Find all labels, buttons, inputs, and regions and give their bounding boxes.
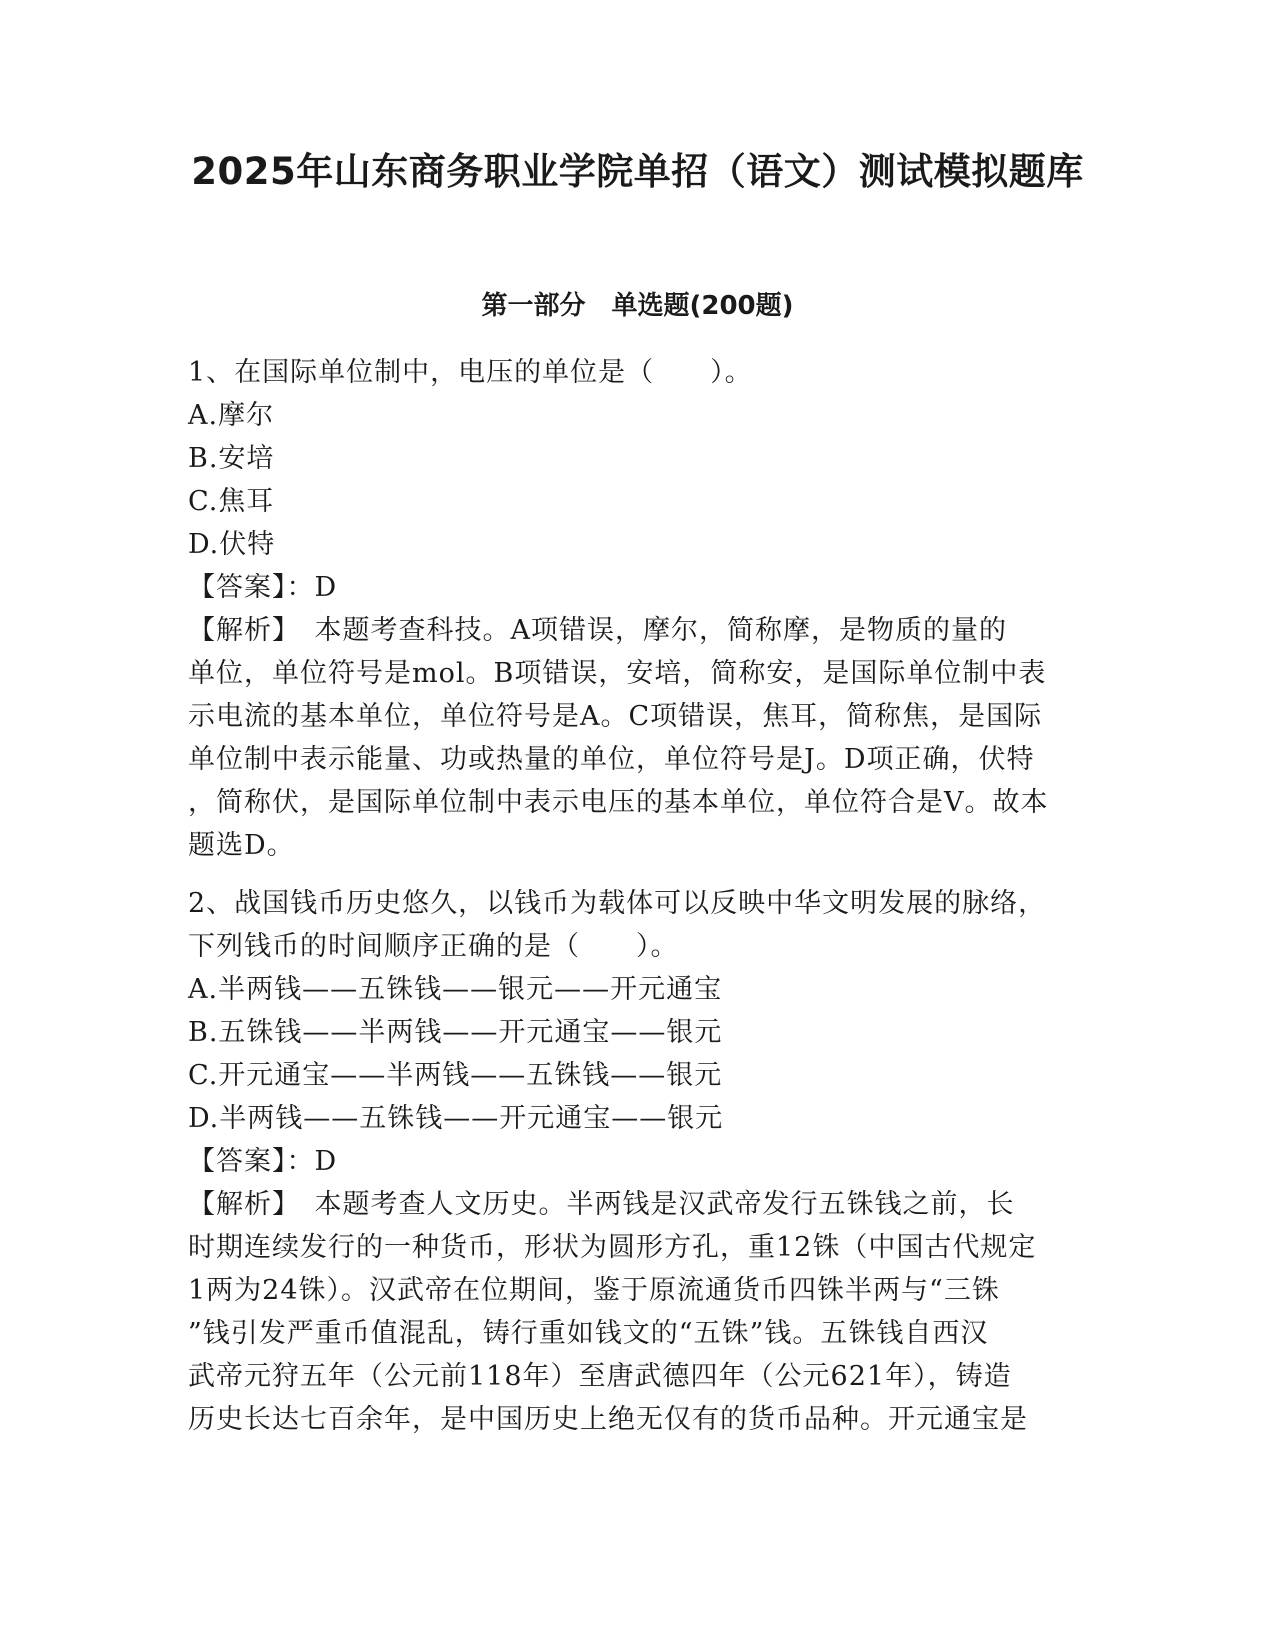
question-1-option-a: A.摩尔 <box>188 400 275 431</box>
question-2-analysis-line: ”钱引发严重币值混乱，铸行重如钱文的“五铢”钱。五铢钱自西汉 <box>188 1318 989 1349</box>
question-2-analysis-line: 时期连续发行的一种货币，形状为圆形方孔，重12铢（中国古代规定 <box>188 1232 1037 1263</box>
question-1-analysis-line: 题选D。 <box>188 830 295 861</box>
answer-label: 【答案】 <box>188 572 287 603</box>
question-1-option-b: B.安培 <box>188 443 275 474</box>
question-2 <box>188 882 1078 1441</box>
question-2-analysis-line: 武帝元狩五年（公元前118年）至唐武德四年（公元621年），铸造 <box>188 1361 1012 1392</box>
section-heading: 第一部分 单选题(200题) <box>481 291 794 321</box>
analysis-text: 本题考查科技。A项错误，摩尔，简称摩，是物质的量的 <box>286 615 1007 646</box>
question-2-answer <box>188 1140 1078 1183</box>
question-1-answer <box>188 566 1078 609</box>
analysis-text: 本题考查人文历史。半两钱是汉武帝发行五铢钱之前，长 <box>286 1189 1015 1220</box>
question-list <box>188 351 1078 1441</box>
question-1-option-c: C.焦耳 <box>188 486 275 517</box>
question-1 <box>188 351 1078 867</box>
question-2-analysis-line: 1两为24铢）。汉武帝在位期间，鉴于原流通货币四铢半两与“三铢 <box>188 1275 1000 1306</box>
question-2-stem: 下列钱币的时间顺序正确的是（ ）。 <box>188 931 679 962</box>
question-1-analysis-line <box>188 609 1078 652</box>
document-title: 2025年山东商务职业学院单招（语文）测试模拟题库 <box>191 150 1084 193</box>
question-separator <box>188 867 1078 882</box>
answer-label: 【答案】 <box>188 1146 287 1177</box>
question-1-stem: 1、在国际单位制中，电压的单位是（ ）。 <box>188 357 753 388</box>
question-2-option-c: C.开元通宝——半两钱——五铢钱——银元 <box>188 1060 723 1091</box>
question-2-option-b: B.五铢钱——半两钱——开元通宝——银元 <box>188 1017 723 1048</box>
question-1-analysis-line: ，简称伏，是国际单位制中表示电压的基本单位，单位符合是V。故本 <box>188 787 1049 818</box>
analysis-label: 【解析】 <box>188 1189 287 1220</box>
question-1-analysis-line: 单位制中表示能量、功或热量的单位，单位符号是J。D项正确，伏特 <box>188 744 1035 775</box>
question-1-analysis-line: 单位，单位符号是mol。B项错误，安培，简称安，是国际单位制中表 <box>188 658 1047 689</box>
question-2-option-d: D.半两钱——五铢钱——开元通宝——银元 <box>188 1103 724 1134</box>
question-2-stem: 2、战国钱币历史悠久，以钱币为载体可以反映中华文明发展的脉络， <box>188 888 1047 919</box>
answer-value: ：D <box>286 1146 338 1177</box>
analysis-label: 【解析】 <box>188 615 287 646</box>
question-2-analysis-line <box>188 1183 1078 1226</box>
question-2-option-a: A.半两钱——五铢钱——银元——开元通宝 <box>188 974 723 1005</box>
question-1-option-d: D.伏特 <box>188 529 276 560</box>
question-1-analysis-line: 示电流的基本单位，单位符号是A。C项错误，焦耳，简称焦，是国际 <box>188 701 1043 732</box>
answer-value: ：D <box>286 572 338 603</box>
question-2-analysis-line: 历史长达七百余年，是中国历史上绝无仅有的货币品种。开元通宝是 <box>188 1404 1028 1435</box>
